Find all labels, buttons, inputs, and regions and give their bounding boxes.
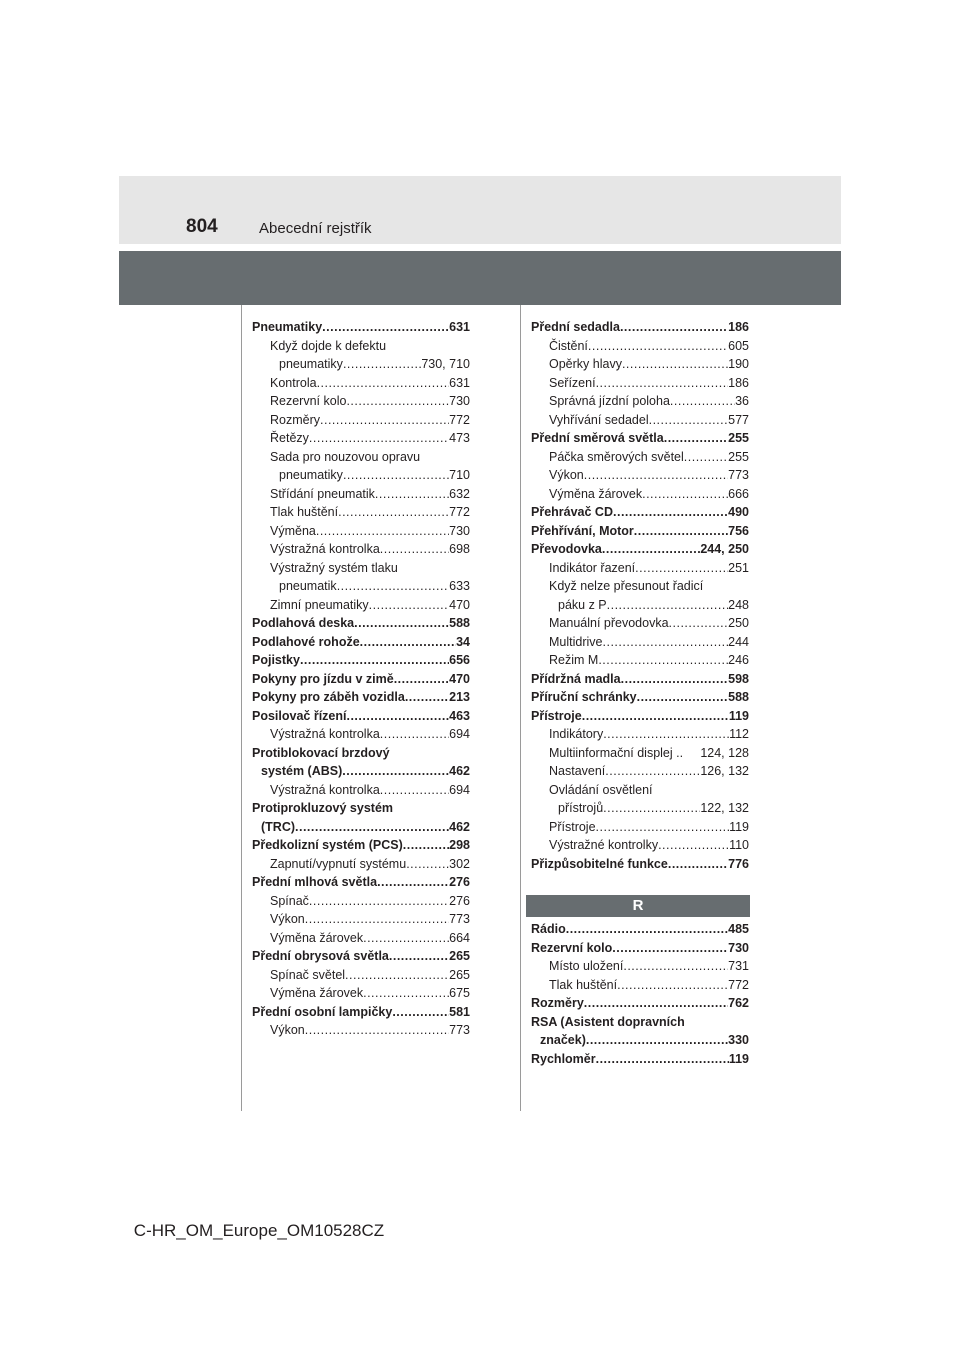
index-term: značek)	[540, 1033, 586, 1047]
index-entry	[252, 374, 470, 393]
leader-dots	[377, 873, 449, 892]
index-entry	[252, 429, 470, 448]
page-reference: 656	[449, 653, 470, 667]
index-term: Pojistky	[252, 653, 300, 667]
index-entry	[531, 744, 749, 763]
page-reference: 298	[449, 838, 470, 852]
page-reference: 632	[449, 486, 470, 501]
page-reference: 731	[728, 959, 749, 973]
leader-dots	[598, 651, 728, 670]
page-reference: 119	[728, 708, 749, 723]
page-reference: 470	[449, 597, 470, 612]
leader-dots	[613, 503, 728, 522]
leader-dots	[300, 651, 449, 670]
index-entry	[531, 485, 749, 504]
leader-dots	[295, 818, 449, 837]
index-entry	[531, 781, 749, 818]
leader-dots	[380, 725, 449, 744]
page-reference: 251	[728, 560, 749, 575]
leader-dots	[309, 892, 449, 911]
index-term: Přídržná madla	[531, 671, 621, 686]
page-reference: 631	[449, 320, 470, 334]
leader-dots	[658, 836, 729, 855]
page-reference: 675	[449, 986, 470, 1000]
page-reference: 463	[449, 708, 470, 723]
index-term: Kontrola	[270, 375, 317, 390]
page-reference: 330	[728, 1033, 749, 1047]
index-term: pneumatik	[279, 579, 337, 593]
index-term: Převodovka	[531, 542, 602, 556]
header-dark-band	[119, 251, 841, 305]
leader-dots	[642, 485, 728, 504]
index-entry	[531, 448, 749, 467]
page-reference: 276	[449, 893, 470, 908]
page-reference: 112	[729, 727, 749, 741]
index-entry	[252, 947, 470, 966]
leader-dots	[603, 725, 729, 744]
index-term: Správná jízdní poloha	[549, 394, 670, 408]
page-reference: 598	[728, 671, 749, 686]
index-term: Seřízení	[549, 375, 596, 390]
page-reference: 776	[728, 856, 749, 871]
leader-dots	[602, 540, 700, 559]
index-entry	[531, 976, 749, 995]
leader-dots	[342, 762, 449, 781]
page-reference: 631	[449, 375, 470, 390]
index-term: Výstražný systém tlaku	[270, 560, 398, 575]
leader-dots	[309, 429, 449, 448]
index-entry	[531, 818, 749, 837]
index-term: přístrojů	[558, 801, 604, 815]
page-reference: 124, 128	[700, 745, 749, 760]
index-entry	[252, 688, 470, 707]
index-term: systém (ABS)	[261, 764, 343, 778]
index-term: Nastavení	[549, 764, 606, 778]
index-entry	[531, 614, 749, 633]
page-reference: 265	[449, 967, 470, 982]
index-entry	[252, 1021, 470, 1040]
page-reference: 581	[449, 1004, 470, 1019]
index-term: Sada pro nouzovou opravu	[270, 449, 421, 464]
index-entry	[252, 503, 470, 522]
index-term: Manuální převodovka	[549, 616, 669, 630]
page-reference: 119	[728, 1051, 749, 1066]
index-term: Přístroje	[531, 708, 582, 723]
index-term: Výstražná kontrolka	[270, 727, 380, 741]
index-entry	[531, 503, 749, 522]
page-reference: 772	[728, 977, 749, 992]
column-divider-right	[520, 305, 521, 1111]
index-term: Protiblokovací brzdový	[252, 745, 390, 760]
leader-dots	[586, 1031, 728, 1050]
index-column-left	[252, 318, 470, 1040]
index-term: pneumatiky	[279, 468, 343, 482]
page-reference: 588	[449, 616, 470, 630]
leader-dots	[343, 355, 421, 374]
leader-dots	[403, 836, 449, 855]
page-reference: 664	[449, 930, 470, 945]
page-reference: 186	[728, 320, 749, 334]
index-term: Střídání pneumatik	[270, 486, 375, 501]
leader-dots	[649, 411, 729, 430]
index-entry	[531, 466, 749, 485]
leader-dots	[566, 920, 728, 939]
index-term: Výměna žárovek	[270, 986, 364, 1000]
leader-dots	[612, 939, 728, 958]
index-term: Protiprokluzový systém	[252, 801, 394, 815]
index-entry	[252, 855, 470, 874]
index-term: Výstražné kontrolky	[549, 838, 659, 852]
index-term: Rezervní kolo	[270, 394, 347, 408]
index-term: Přední směrová světla	[531, 431, 664, 445]
index-term: Zapnutí/vypnutí systému	[270, 856, 407, 871]
index-entry	[252, 1003, 470, 1022]
leader-dots	[338, 503, 449, 522]
index-term: páku z P	[558, 597, 607, 612]
index-term: Když nelze přesunout řadicí	[549, 579, 704, 593]
index-entry	[252, 799, 470, 836]
index-entry	[531, 337, 749, 356]
index-term: Spínač světel	[270, 967, 346, 982]
index-term: (TRC)	[261, 819, 296, 834]
index-term: Zimní pneumatiky	[270, 597, 369, 612]
page-reference: 470	[449, 671, 470, 686]
page-reference: 762	[728, 996, 749, 1010]
page-reference: 462	[449, 764, 470, 778]
page-reference: 244, 250	[700, 542, 749, 556]
leader-dots	[668, 855, 728, 874]
leader-dots	[634, 522, 728, 541]
leader-dots	[389, 947, 449, 966]
leader-dots	[670, 392, 735, 411]
page-reference: 694	[449, 782, 470, 797]
index-term: Výměna žárovek	[549, 486, 643, 501]
index-entry	[531, 374, 749, 393]
index-term: Výměna žárovek	[270, 930, 364, 945]
leader-dots	[584, 466, 728, 485]
index-term: Pokyny pro jízdu v zimě	[252, 671, 394, 686]
index-term: Indikátor řazení	[549, 560, 636, 575]
leader-dots	[621, 670, 729, 689]
page-reference: 250	[728, 616, 749, 630]
index-entry	[531, 707, 749, 726]
page-number: 804	[186, 216, 218, 237]
page-reference: 730	[449, 394, 470, 408]
leader-dots	[620, 318, 728, 337]
index-entry	[252, 392, 470, 411]
page-reference: 246	[728, 653, 749, 667]
index-term: Přístroje	[549, 819, 596, 834]
index-column-r	[531, 920, 749, 1068]
page-reference: 244	[728, 634, 749, 649]
leader-dots	[582, 707, 729, 726]
index-term: RSA (Asistent dopravních	[531, 1014, 685, 1029]
index-entry	[252, 337, 470, 374]
index-entry	[252, 596, 470, 615]
page-reference: 276	[449, 875, 470, 889]
page-reference: 772	[449, 412, 470, 427]
leader-dots	[617, 976, 728, 995]
page-reference: 248	[728, 597, 749, 612]
page-reference: 490	[728, 505, 749, 519]
page-reference: 694	[449, 727, 470, 741]
index-entry	[531, 355, 749, 374]
index-entry	[531, 762, 749, 781]
index-term: Přehřívání, Motor	[531, 523, 634, 538]
column-divider-left	[241, 305, 242, 1111]
index-entry	[531, 957, 749, 976]
index-term: Místo uložení	[549, 959, 624, 973]
index-term: Předkolizní systém (PCS)	[252, 838, 403, 852]
index-entry	[252, 725, 470, 744]
index-term: Výkon	[270, 912, 305, 926]
index-entry	[252, 651, 470, 670]
index-term: Přední osobní lampičky	[252, 1004, 393, 1019]
index-entry	[252, 318, 470, 337]
leader-dots	[584, 994, 728, 1013]
leader-dots	[354, 614, 449, 633]
page-reference: 730	[449, 523, 470, 538]
page-reference: 730	[728, 940, 749, 955]
index-term: Podlahová deska	[252, 616, 355, 630]
index-term: Rozměry	[531, 996, 584, 1010]
leader-dots	[380, 781, 449, 800]
leader-dots	[360, 633, 456, 652]
page-reference: 213	[449, 690, 470, 704]
page-reference: 772	[449, 505, 470, 519]
index-term: Rádio	[531, 922, 566, 936]
index-term: Tlak huštění	[270, 505, 339, 519]
page-reference: 773	[449, 912, 470, 926]
leader-dots	[605, 762, 700, 781]
leader-dots	[669, 614, 729, 633]
index-term: Spínač	[270, 893, 309, 908]
leader-dots	[664, 429, 728, 448]
leader-dots	[316, 522, 449, 541]
leader-dots	[322, 318, 449, 337]
leader-dots	[596, 1050, 729, 1069]
index-term: Rychloměr	[531, 1051, 596, 1066]
page-reference: 756	[728, 523, 749, 538]
leader-dots	[392, 1003, 449, 1022]
page-reference: 122, 132	[700, 801, 749, 815]
index-entry	[531, 670, 749, 689]
leader-dots	[345, 966, 449, 985]
page-reference: 462	[449, 819, 470, 834]
page-reference: 773	[449, 1023, 470, 1037]
leader-dots	[684, 448, 728, 467]
index-term: Ovládání osvětlení	[549, 782, 653, 797]
section-title: Abecední rejstřík	[259, 220, 372, 237]
index-term: Rozměry	[270, 412, 321, 427]
index-term: Podlahové rohože	[252, 634, 360, 649]
index-entry	[252, 892, 470, 911]
index-entry	[531, 1050, 749, 1069]
index-term: Výkon	[549, 468, 584, 482]
index-entry	[531, 577, 749, 614]
leader-dots	[375, 485, 449, 504]
index-entry	[252, 633, 470, 652]
index-term: Přední obrysová světla	[252, 949, 389, 963]
index-entry	[252, 522, 470, 541]
page-reference: 473	[449, 431, 470, 445]
page-reference: 485	[728, 922, 749, 936]
leader-dots	[607, 596, 729, 615]
index-entry	[531, 633, 749, 652]
index-entry	[531, 559, 749, 578]
leader-dots	[305, 910, 449, 929]
index-term: Příruční schránky	[531, 690, 637, 704]
page-reference: 588	[728, 690, 749, 704]
index-entry	[531, 920, 749, 939]
index-entry	[252, 559, 470, 596]
index-term: Přehrávač CD	[531, 505, 613, 519]
index-term: Přední mlhová světla	[252, 875, 378, 889]
leader-dots	[405, 688, 449, 707]
page-reference: 633	[449, 579, 470, 593]
header-top-band	[119, 176, 841, 244]
index-entry	[252, 540, 470, 559]
index-term: Přední sedadla	[531, 320, 620, 334]
index-entry	[252, 984, 470, 1003]
index-entry	[252, 448, 470, 485]
page-reference: 698	[449, 542, 470, 556]
index-entry	[531, 939, 749, 958]
page-reference: 730, 710	[421, 357, 470, 371]
index-term: Výkon	[270, 1023, 305, 1037]
leader-dots	[369, 596, 449, 615]
index-entry	[252, 614, 470, 633]
index-entry	[531, 318, 749, 337]
leader-dots	[596, 818, 730, 837]
index-entry	[252, 929, 470, 948]
index-term: Režim M	[549, 653, 599, 667]
index-entry	[531, 392, 749, 411]
page-reference: 190	[728, 357, 749, 371]
leader-dots	[346, 707, 449, 726]
index-term: Vyhřívání sedadel	[549, 412, 649, 427]
index-term: Výměna	[270, 523, 316, 538]
leader-dots	[622, 355, 728, 374]
page-reference: 36	[735, 394, 749, 408]
index-entry	[531, 429, 749, 448]
leader-dots	[343, 466, 449, 485]
leader-dots	[317, 374, 450, 393]
page-reference: 773	[728, 468, 749, 482]
page-reference: 119	[729, 819, 749, 834]
index-term: Čistění	[549, 338, 588, 353]
index-entry	[531, 1013, 749, 1050]
page-reference: 666	[728, 486, 749, 501]
leader-dots	[320, 411, 449, 430]
leader-dots	[635, 559, 728, 578]
index-term: Přizpůsobitelné funkce	[531, 856, 668, 871]
index-entry	[531, 411, 749, 430]
leader-dots	[603, 633, 729, 652]
index-term: Opěrky hlavy	[549, 357, 622, 371]
page-reference: 302	[449, 856, 470, 871]
index-entry	[252, 744, 470, 781]
index-entry	[252, 485, 470, 504]
index-entry	[252, 873, 470, 892]
page-reference: 265	[449, 949, 470, 963]
leader-dots	[363, 929, 449, 948]
leader-dots	[346, 392, 449, 411]
index-entry	[252, 411, 470, 430]
index-entry	[252, 670, 470, 689]
index-entry	[531, 651, 749, 670]
leader-dots	[406, 855, 449, 874]
page-reference: 577	[728, 412, 749, 427]
index-term: Pokyny pro záběh vozidla	[252, 690, 405, 704]
index-entry	[531, 994, 749, 1013]
leader-dots	[637, 688, 729, 707]
index-term: Multidrive	[549, 634, 603, 649]
index-entry	[531, 540, 749, 559]
index-entry	[252, 910, 470, 929]
index-entry	[531, 688, 749, 707]
index-entry	[531, 725, 749, 744]
index-entry	[531, 522, 749, 541]
page-reference: 110	[729, 838, 749, 852]
index-term: Tlak huštění	[549, 977, 618, 992]
page-reference: 34	[456, 634, 470, 649]
index-term: Pneumatiky	[252, 320, 323, 334]
index-entry	[252, 836, 470, 855]
page-reference: 255	[728, 449, 749, 464]
index-column-right	[531, 318, 749, 873]
index-term: Multiinformační displej ..	[549, 745, 684, 760]
index-term: Výstražná kontrolka	[270, 542, 380, 556]
leader-dots	[380, 540, 449, 559]
leader-dots	[603, 799, 700, 818]
index-entry	[252, 966, 470, 985]
page-reference: 126, 132	[700, 764, 749, 778]
footer-text: C-HR_OM_Europe_OM10528CZ	[133, 1221, 385, 1240]
index-term: Rezervní kolo	[531, 940, 613, 955]
page-reference: 710	[449, 468, 470, 482]
letter-heading-r: R	[526, 895, 750, 917]
index-term: Když dojde k defektu	[270, 338, 387, 353]
leader-dots	[363, 984, 449, 1003]
index-term: Páčka směrových světel	[549, 449, 684, 464]
leader-dots	[596, 374, 729, 393]
index-term: Výstražná kontrolka	[270, 782, 380, 797]
page-reference: 255	[728, 431, 749, 445]
leader-dots	[305, 1021, 449, 1040]
index-term: Indikátory	[549, 727, 604, 741]
index-entry	[252, 781, 470, 800]
index-entry	[531, 836, 749, 855]
page-reference: 186	[728, 375, 749, 390]
leader-dots	[337, 577, 449, 596]
index-term: Řetězy	[270, 431, 309, 445]
index-entry	[252, 707, 470, 726]
footer-doc-id	[0, 1221, 960, 1241]
leader-dots	[623, 957, 728, 976]
leader-dots	[588, 337, 728, 356]
index-entry	[531, 855, 749, 874]
index-term: pneumatiky	[279, 357, 343, 371]
page-reference: 605	[728, 338, 749, 353]
leader-dots	[394, 670, 449, 689]
index-term: Posilovač řízení	[252, 708, 347, 723]
